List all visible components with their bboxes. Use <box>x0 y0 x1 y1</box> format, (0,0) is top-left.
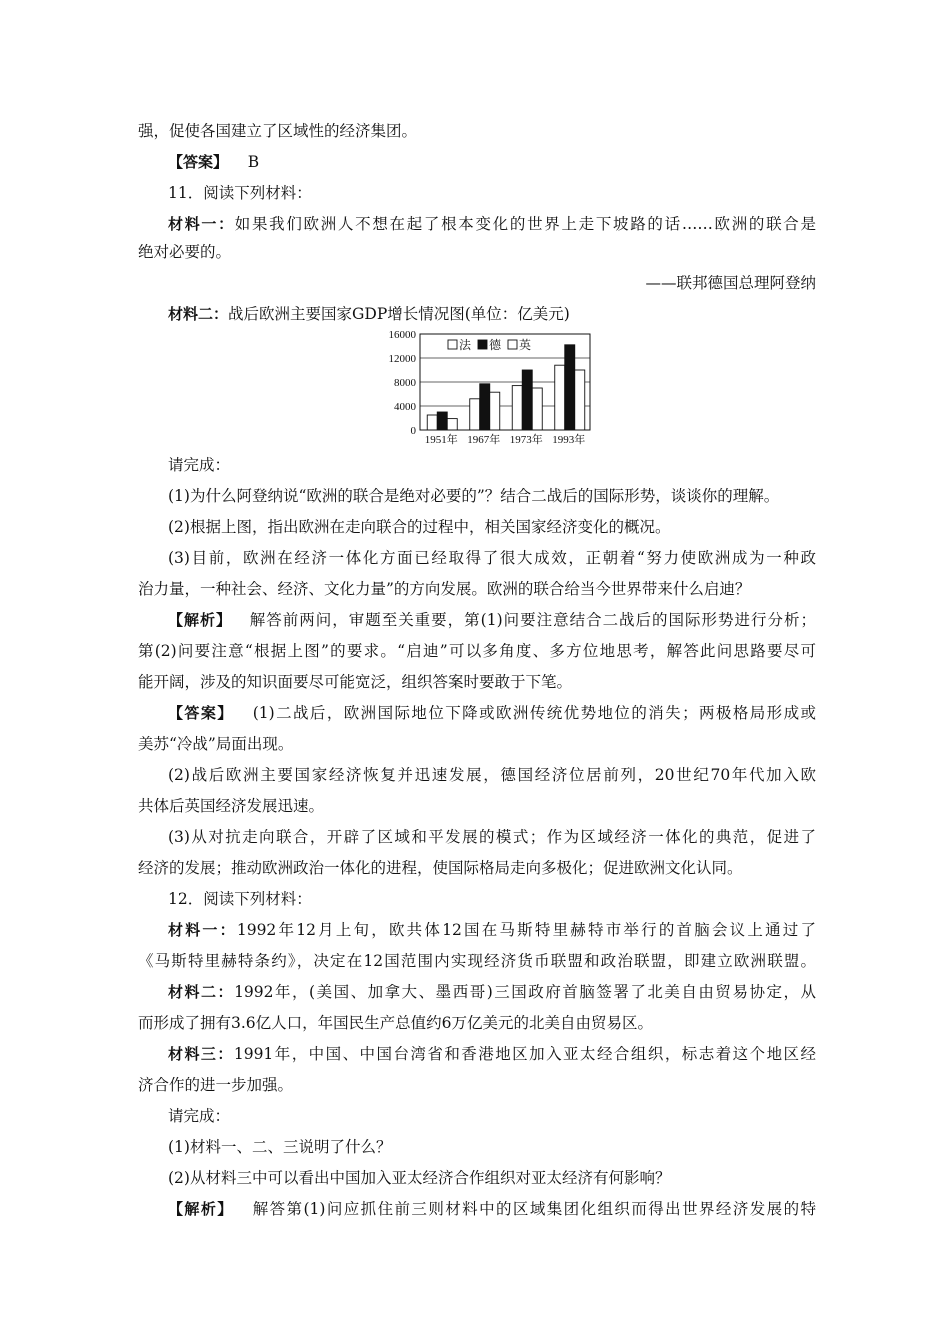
material-label: 材料三： <box>168 1045 234 1063</box>
answer-label: 【答案】 <box>168 704 234 722</box>
x-tick-label: 1967年 <box>467 434 501 446</box>
gdp-bar-chart <box>372 330 602 452</box>
bar-英 <box>490 392 500 430</box>
bar-法 <box>427 415 437 430</box>
text-line: 美苏“冷战”局面出现。 <box>138 735 294 753</box>
bar-法 <box>555 365 565 430</box>
text-line: (2)战后欧洲主要国家经济恢复并迅速发展，德国经济位居前列，20世纪70年代加入欧 <box>168 766 816 784</box>
question-line: (1)为什么阿登纳说“欧洲的联合是绝对必要的”？结合二战后的国际形势，谈谈你的理解。 <box>168 487 780 505</box>
bar-英 <box>447 419 457 430</box>
chart-svg <box>372 330 602 452</box>
text-line: 济合作的进一步加强。 <box>138 1076 294 1094</box>
analysis-text: 解答第(1)问应抓住前三则材料中的区域集团化组织而得出世界经济发展的特 <box>252 1200 816 1218</box>
y-tick-label: 8000 <box>394 377 416 389</box>
question-line: (1)材料一、二、三说明了什么？ <box>168 1138 392 1156</box>
answer-label: 【答案】 <box>168 153 229 171</box>
bar-英 <box>532 388 542 430</box>
bar-法 <box>512 386 522 430</box>
x-tick-label: 1973年 <box>509 434 543 446</box>
material-label: 材料一： <box>168 921 237 939</box>
text-line: 治力量，一种社会、经济、文化力量”的方向发展。欧洲的联合给当今世界带来什么启迪？ <box>138 580 751 598</box>
text-line: 绝对必要的。 <box>138 243 232 261</box>
y-tick-label: 0 <box>410 425 416 437</box>
analysis-label: 【解析】 <box>168 611 232 629</box>
analysis-label: 【解析】 <box>168 1200 234 1218</box>
legend-label: 德 <box>489 338 502 352</box>
legend-swatch <box>448 340 457 349</box>
question-heading: 11．阅读下列材料： <box>168 184 312 202</box>
material-label: 材料二： <box>168 983 235 1001</box>
question-line: (3)目前，欧洲在经济一体化方面已经取得了很大成效，正朝着“努力使欧洲成为一种政 <box>168 549 816 567</box>
material-label: 材料一： <box>168 215 235 233</box>
question-line: (2)根据上图，指出欧洲在走向联合的过程中，相关国家经济变化的概况。 <box>168 518 671 536</box>
question-heading: 12．阅读下列材料： <box>168 890 312 908</box>
material-text: 1991年，中国、中国台湾省和香港地区加入亚太经合组织，标志着这个地区经 <box>233 1045 816 1063</box>
material-label: 材料二： <box>168 305 229 323</box>
answer-line <box>168 703 816 723</box>
answer-line <box>168 152 816 172</box>
material-text: 1992年，(美国、加拿大、墨西哥)三国政府首脑签署了北美自由贸易协定，从 <box>234 983 816 1001</box>
material-text: 1992年12月上旬，欧共体12国在马斯特里赫特市举行的首脑会议上通过了 <box>236 921 816 939</box>
analysis-line <box>168 1199 816 1219</box>
legend-label: 法 <box>459 338 472 352</box>
bar-德 <box>437 412 447 430</box>
material-line <box>168 214 816 234</box>
y-tick-label: 4000 <box>394 401 416 413</box>
text-line: (3)从对抗走向联合，开辟了区域和平发展的模式；作为区域经济一体化的典范，促进了 <box>168 828 816 846</box>
material-text: 如果我们欧洲人不想在起了根本变化的世界上走下坡路的话……欧洲的联合是 <box>234 215 816 233</box>
bar-德 <box>565 345 575 430</box>
text-line: 经济的发展；推动欧洲政治一体化的进程，使国际格局走向多极化；促进欧洲文化认同。 <box>138 859 743 877</box>
x-tick-label: 1951年 <box>424 434 458 446</box>
bar-德 <box>480 384 490 430</box>
bar-英 <box>575 370 585 430</box>
material-line <box>168 920 816 940</box>
analysis-text: 解答前两问，审题至关重要，第(1)问要注意结合二战后的国际形势进行分析； <box>249 611 816 629</box>
text-line: 能开阔，涉及的知识面要尽可能宽泛，组织答案时要敢于下笔。 <box>138 673 573 691</box>
x-tick-label: 1993年 <box>552 434 586 446</box>
answer-text: (1)二战后，欧洲国际地位下降或欧洲传统优势地位的消失；两极格局形成或 <box>252 704 816 722</box>
text-line: 请完成： <box>168 1107 231 1125</box>
chart-title: 战后欧洲主要国家GDP增长情况图(单位：亿美元) <box>228 305 570 323</box>
text-line: 而形成了拥有3.6亿人口，年国民生产总值约6万亿美元的北美自由贸易区。 <box>138 1014 654 1032</box>
answer-text: B <box>247 153 260 171</box>
material-line <box>168 982 816 1002</box>
text-line: 请完成： <box>168 456 231 474</box>
legend-swatch <box>508 340 517 349</box>
text-line: 《马斯特里赫特条约》，决定在12国范围内实现经济货币联盟和政治联盟，即建立欧洲联盟。 <box>138 952 816 970</box>
legend-swatch <box>478 340 487 349</box>
analysis-line <box>168 610 816 630</box>
text-line: 强，促使各国建立了区域性的经济集团。 <box>138 122 418 140</box>
quote-attribution: ——联邦德国总理阿登纳 <box>645 274 816 292</box>
bar-法 <box>470 399 480 430</box>
question-line: (2)从材料三中可以看出中国加入亚太经济合作组织对亚太经济有何影响？ <box>168 1169 671 1187</box>
legend-label: 英 <box>519 338 532 352</box>
text-line: 共体后英国经济发展迅速。 <box>138 797 325 815</box>
material-line <box>168 1044 816 1064</box>
bar-德 <box>522 370 532 430</box>
y-tick-label: 16000 <box>388 330 416 341</box>
y-tick-label: 12000 <box>388 353 416 365</box>
text-line: 第(2)问要注意“根据上图”的要求。“启迪”可以多角度、多方位地思考，解答此问思路要尽可 <box>138 642 816 660</box>
material-line <box>168 304 816 324</box>
